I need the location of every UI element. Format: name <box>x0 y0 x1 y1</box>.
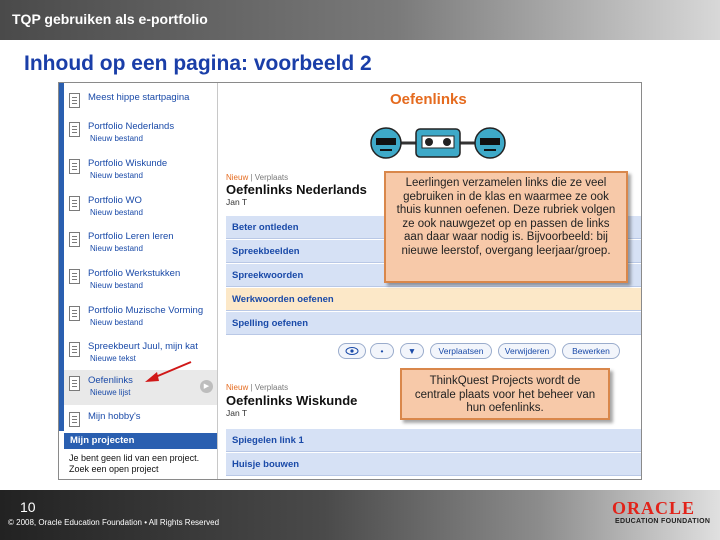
callout-second: ThinkQuest Projects wordt de centrale plaats voor het beheer van hun oefenlinks. <box>400 368 610 420</box>
play-icon[interactable]: ▶ <box>200 380 213 393</box>
sidebar-item-sublink[interactable]: Nieuw bestand <box>90 281 143 290</box>
meta-separator: | <box>248 173 255 182</box>
section1-meta <box>226 173 288 182</box>
document-icon <box>69 306 80 321</box>
triangle-down-icon: ▼ <box>407 346 417 356</box>
link-row[interactable] <box>226 429 641 452</box>
document-icon <box>69 93 80 108</box>
document-icon <box>69 122 80 137</box>
sidebar-item-label[interactable]: Portfolio Muzische Vorming <box>88 305 204 316</box>
sidebar-item-sublink[interactable]: Nieuwe lijst <box>90 388 131 397</box>
move-link[interactable]: Verplaats <box>254 173 289 182</box>
sidebar-item-label[interactable]: Spreekbeurt Juul, mijn kat <box>88 341 198 352</box>
slide-heading: Inhoud op een pagina: voorbeeld 2 <box>24 52 372 75</box>
sidebar-item-oefenlinks[interactable] <box>64 370 217 405</box>
robot-head-icon <box>475 128 505 158</box>
section2-author[interactable]: Jan T <box>226 408 248 418</box>
move-button[interactable]: Verplaatsen <box>430 343 492 359</box>
section1-author[interactable]: Jan T <box>226 197 248 207</box>
link-text[interactable]: Huisje bouwen <box>232 459 300 470</box>
move-link[interactable]: Verplaats <box>254 383 289 392</box>
page-title: Oefenlinks <box>390 91 467 108</box>
link-row[interactable] <box>226 453 641 476</box>
sidebar-item-portfolio-nederlands[interactable] <box>64 116 217 151</box>
oracle-logo: ORACLE <box>612 498 696 518</box>
document-icon <box>69 269 80 284</box>
sidebar-item-label[interactable]: Oefenlinks <box>88 375 133 386</box>
slide-number: 10 <box>20 499 36 515</box>
red-arrow-icon <box>143 360 193 384</box>
section2-meta <box>226 383 288 392</box>
move-down-button[interactable] <box>400 343 424 359</box>
eye-icon <box>345 346 359 356</box>
sidebar-item-label[interactable]: Mijn hobby's <box>88 411 141 422</box>
delete-button[interactable]: Verwijderen <box>498 343 556 359</box>
sidebar-item-sublink[interactable]: Nieuw bestand <box>90 171 143 180</box>
link-row[interactable] <box>226 288 641 311</box>
document-icon <box>69 196 80 211</box>
radio-icon <box>416 129 460 157</box>
meta-separator: | <box>248 383 255 392</box>
sidebar-item-label[interactable]: Portfolio Leren leren <box>88 231 174 242</box>
new-link[interactable]: Nieuw <box>226 383 249 392</box>
link-text[interactable]: Spelling oefenen <box>232 318 309 329</box>
sidebar-item-label[interactable]: Portfolio WO <box>88 195 142 206</box>
link-text[interactable]: Beter ontleden <box>232 222 299 233</box>
sidebar-item-sublink[interactable]: Nieuw bestand <box>90 318 143 327</box>
sidebar-item-portfolio-wo[interactable] <box>64 190 217 225</box>
section2-title: Oefenlinks Wiskunde <box>226 393 358 408</box>
sidebar-item-portfolio-wiskunde[interactable] <box>64 153 217 188</box>
view-button[interactable] <box>338 343 366 359</box>
sidebar-item-sublink[interactable]: Nieuw bestand <box>90 208 143 217</box>
sidebar-item-label[interactable]: Portfolio Wiskunde <box>88 158 168 169</box>
sidebar-item-spreekbeurt[interactable] <box>64 336 217 371</box>
sidebar-item-label[interactable]: Meest hippe startpagina <box>88 92 190 103</box>
move-up-button[interactable] <box>370 343 394 359</box>
copyright-text: © 2008, Oracle Education Foundation • All Rights Reserved <box>8 518 220 527</box>
document-icon <box>69 342 80 357</box>
new-link[interactable]: Nieuw <box>226 173 249 182</box>
document-icon <box>69 376 80 391</box>
dot-icon: • <box>380 346 384 356</box>
header-title: TQP gebruiken als e-portfolio <box>12 11 208 27</box>
sidebar <box>59 83 218 479</box>
projects-text: Je bent geen lid van een project. Zoek een open project <box>69 453 200 474</box>
sidebar-item-sublink[interactable]: Nieuw bestand <box>90 134 143 143</box>
sidebar-item-portfolio-leren-leren[interactable] <box>64 226 217 261</box>
edit-button[interactable]: Bewerken <box>562 343 620 359</box>
document-icon <box>69 159 80 174</box>
sidebar-item-sublink[interactable]: Nieuwe tekst <box>90 354 136 363</box>
projects-header: Mijn projecten <box>64 433 217 449</box>
sidebar-item-label[interactable]: Portfolio Werkstukken <box>88 268 181 279</box>
robot-head-icon <box>371 128 401 158</box>
sidebar-item-sublink[interactable]: Nieuw bestand <box>90 244 143 253</box>
sidebar-item-label[interactable]: Portfolio Nederlands <box>88 121 175 132</box>
link-text[interactable]: Spreekwoorden <box>232 270 304 281</box>
link-row[interactable] <box>226 312 641 335</box>
callout-first: Leerlingen verzamelen links die ze veel gebruiken in de klas en waarmee ze ook thuis kunnen oefenen. Deze rubriek volgen ze ook nauwgezet op en passen de links aan daar waar nodig is. Bijvoorbeeld: bij nieuwe leerstof, overgang leerjaar/groep. <box>384 171 628 283</box>
sidebar-item-portfolio-werkstukken[interactable] <box>64 263 217 298</box>
header-bar <box>0 0 720 40</box>
oracle-logo-subtext: EDUCATION FOUNDATION <box>615 518 711 525</box>
document-icon <box>69 232 80 247</box>
link-text[interactable]: Spiegelen link 1 <box>232 435 304 446</box>
sidebar-item-portfolio-muzische-vorming[interactable] <box>64 300 217 335</box>
robot-icons-banner <box>368 121 508 165</box>
link-text[interactable]: Spreekbeelden <box>232 246 300 257</box>
section1-title: Oefenlinks Nederlands <box>226 182 367 197</box>
link-text[interactable]: Werkwoorden oefenen <box>232 294 334 305</box>
document-icon <box>69 412 80 427</box>
